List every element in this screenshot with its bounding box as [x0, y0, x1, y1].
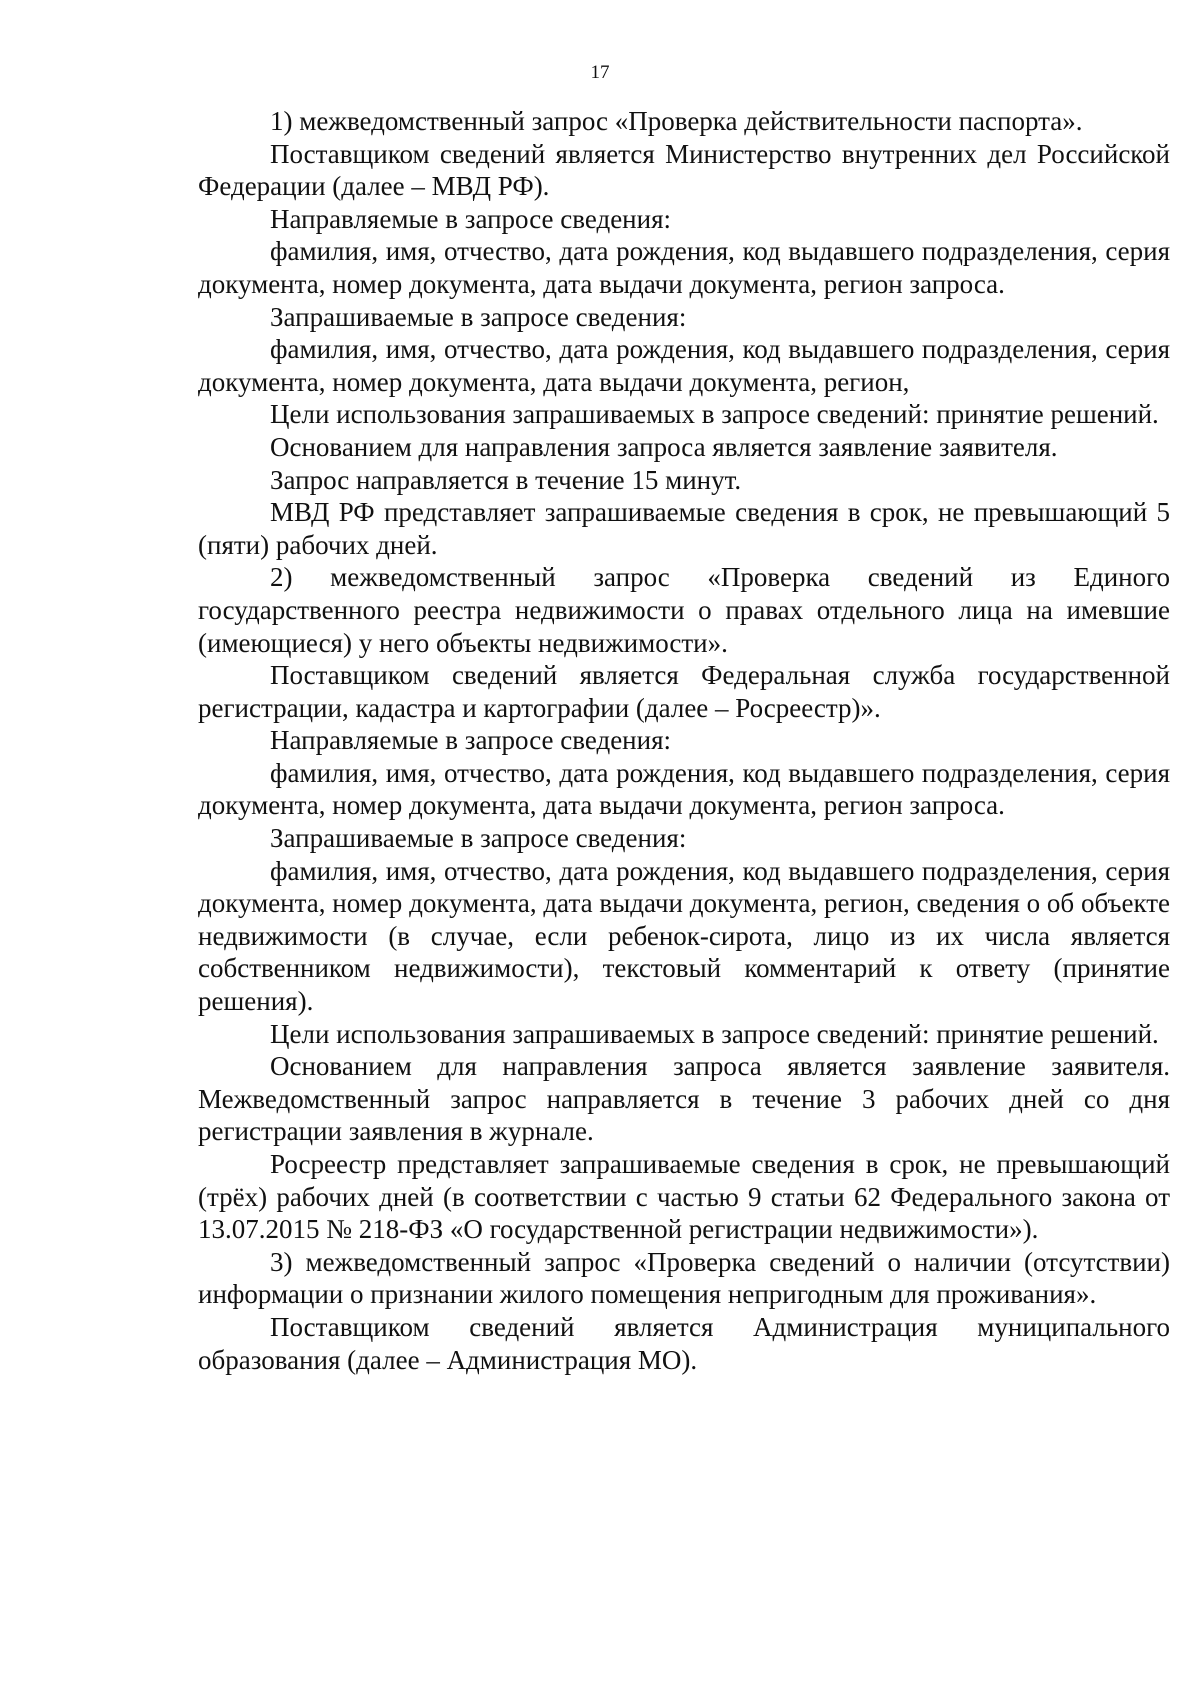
paragraph-request-2-sent-fields: фамилия, имя, отчество, дата рождения, код выдавшего подразделения, серия документа, номер документа, дата выдачи документа, регион запроса. — [198, 757, 1170, 821]
paragraph-request-1-response-term: МВД РФ представляет запрашиваемые сведения в срок, не превышающий 5 (пяти) рабочих дней. — [198, 497, 1170, 560]
document-body — [198, 105, 1170, 1376]
paragraph-request-1-requested-heading: Запрашиваемые в запросе сведения: — [270, 301, 687, 332]
paragraph-request-2-requested-heading: Запрашиваемые в запросе сведения: — [270, 823, 687, 854]
paragraph-request-3-title: 3) межведомственный запрос «Проверка сведений о наличии (отсутствии) информации о признании жилого помещения непригодным для проживания». — [198, 1246, 1170, 1310]
paragraph-request-2-basis: Основанием для направления запроса является заявление заявителя. Межведомственный запрос направляется в течение 3 рабочих дней со дня регистрации заявления в журнале. — [198, 1051, 1170, 1147]
paragraph-request-2-requested-fields: фамилия, имя, отчество, дата рождения, код выдавшего подразделения, серия документа, номер документа, дата выдачи документа, регион, сведения о об объекте недвижимости (в случае, если ребенок-сирота, лицо из их числа является собственником недвижимости), текстовый комментарий к ответу (принятие решения). — [198, 855, 1170, 1017]
paragraph-request-1-title: 1) межведомственный запрос «Проверка действительности паспорта». — [270, 106, 1083, 136]
page-number: 17 — [590, 62, 610, 83]
paragraph-request-3-provider: Поставщиком сведений является Администрация муниципального образования (далее – Администрация МО). — [198, 1311, 1170, 1375]
paragraph-request-2-purpose: Цели использования запрашиваемых в запросе сведений: принятие решений. — [270, 1018, 1159, 1049]
paragraph-request-2-provider: Поставщиком сведений является Федеральная служба государственной регистрации, кадастра и картографии (далее – Росреестр)». — [198, 660, 1170, 723]
paragraph-request-1-requested-fields: фамилия, имя, отчество, дата рождения, код выдавшего подразделения, серия документа, номер документа, дата выдачи документа, регион, — [198, 334, 1170, 397]
paragraph-request-1-provider: Поставщиком сведений является Министерство внутренних дел Российской Федерации (далее – МВД РФ). — [198, 138, 1170, 202]
paragraph-request-2-title: 2) межведомственный запрос «Проверка сведений из Единого государственного реестра недвижимости о правах отдельного лица на имевшие (имеющиеся) у него объекты недвижимости». — [198, 562, 1170, 658]
paragraph-request-1-sent-heading: Направляемые в запросе сведения: — [270, 203, 671, 234]
paragraph-request-1-sent-fields: фамилия, имя, отчество, дата рождения, код выдавшего подразделения, серия документа, номер документа, дата выдачи документа, регион запроса. — [198, 236, 1170, 299]
paragraph-request-1-basis: Основанием для направления запроса является заявление заявителя. — [270, 431, 1058, 462]
paragraph-request-2-response-term: Росреестр представляет запрашиваемые сведения в срок, не превышающий (трёх) рабочих дней (в соответствии с частью 9 статьи 62 Федерального закона от 13.07.2015 № 218-ФЗ «О государственной регистрации недвижимости»). — [198, 1149, 1170, 1245]
paragraph-request-1-purpose: Цели использования запрашиваемых в запросе сведений: принятие решений. — [270, 399, 1159, 430]
paragraph-request-2-sent-heading: Направляемые в запросе сведения: — [270, 725, 671, 756]
paragraph-request-1-timing: Запрос направляется в течение 15 минут. — [270, 464, 742, 495]
